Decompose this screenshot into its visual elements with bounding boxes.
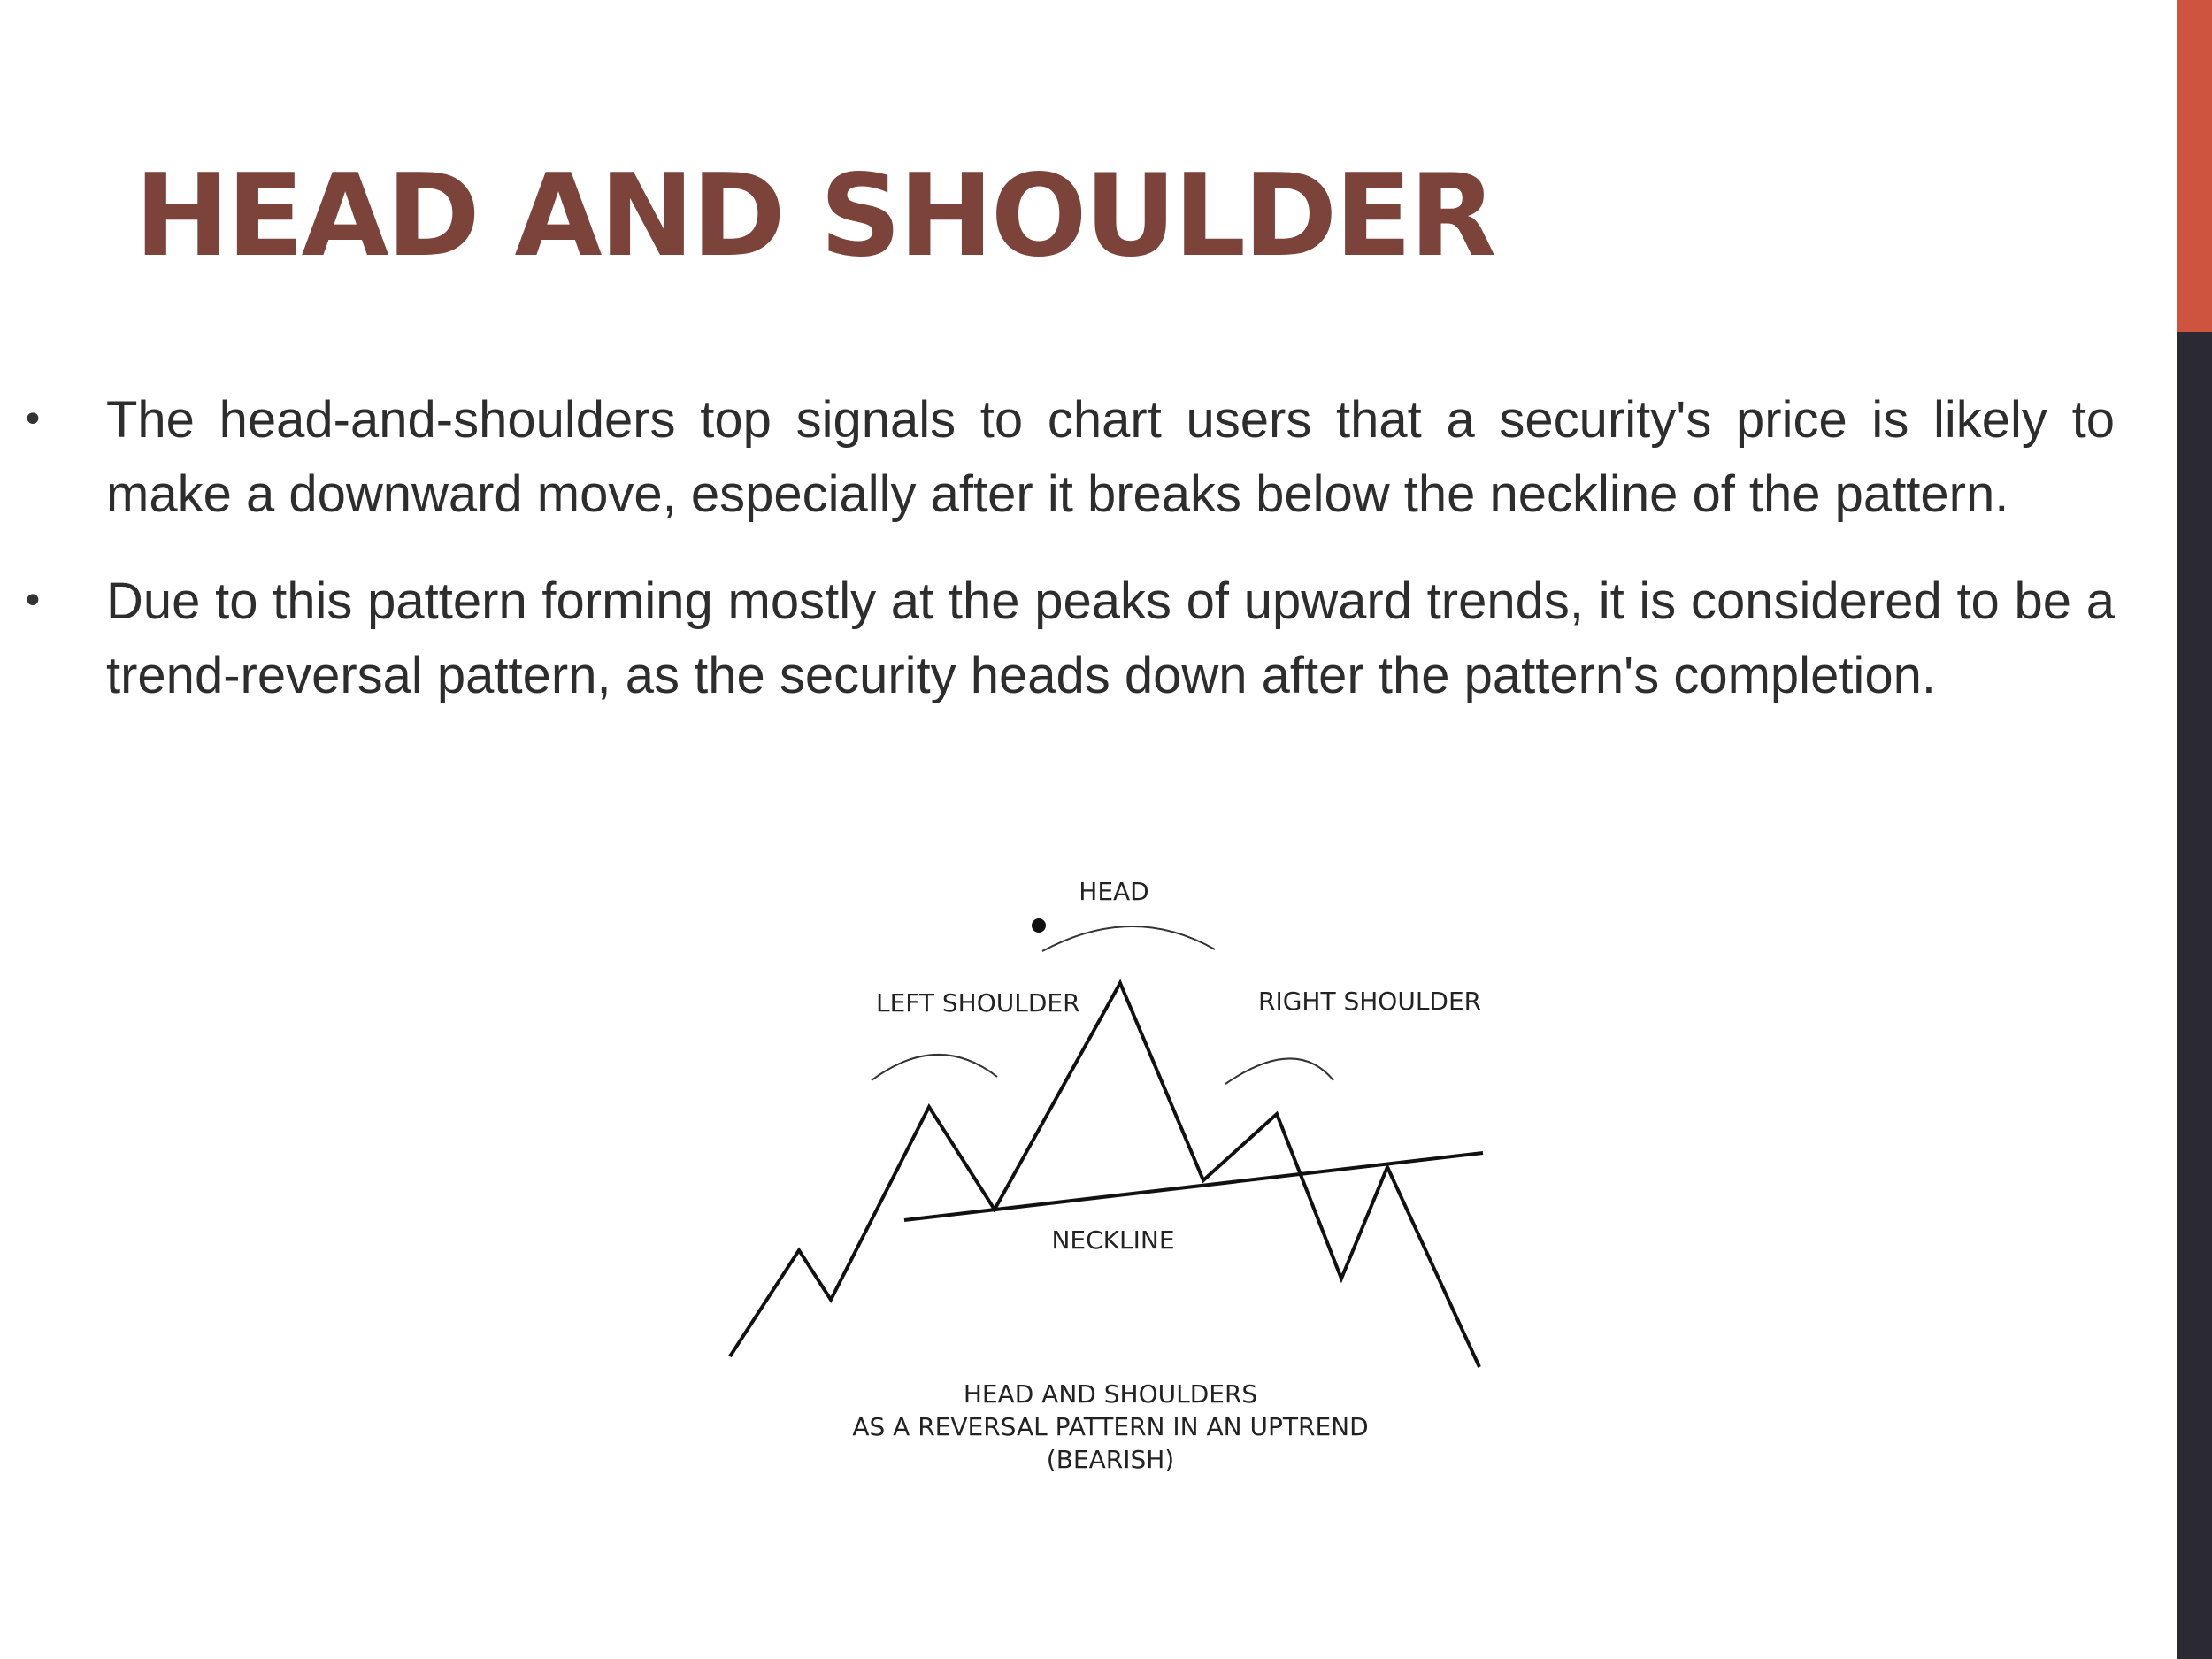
caption-line-2: AS A REVERSAL PATTERN IN AN UPTREND bbox=[852, 1412, 1369, 1441]
bullet-text: Due to this pattern forming mostly at the peaks of upward trends, it is considered to be a trend-reversal pattern, as the security heads down after the pattern's completion. bbox=[106, 572, 2115, 704]
right-shoulder-arc bbox=[1225, 1058, 1333, 1084]
head-arc bbox=[1042, 926, 1215, 951]
side-accent-bar bbox=[2177, 0, 2212, 332]
left-shoulder-arc bbox=[872, 1055, 997, 1080]
bullet-list bbox=[0, 383, 2115, 746]
caption-line-1: HEAD AND SHOULDERS bbox=[963, 1379, 1258, 1409]
bullet-item bbox=[0, 383, 2115, 532]
bullet-item bbox=[0, 565, 2115, 713]
price-line bbox=[730, 983, 1482, 1367]
bullet-icon: • bbox=[21, 579, 44, 624]
neckline-label: NECKLINE bbox=[1051, 1225, 1175, 1255]
caption-line-3: (BEARISH) bbox=[1046, 1445, 1175, 1474]
right-shoulder-label: RIGHT SHOULDER bbox=[1258, 987, 1482, 1016]
side-dark-bar bbox=[2177, 332, 2212, 1659]
bullet-text: The head-and-shoulders top signals to chart users that a security's price is likely to make a downward move, especially after it breaks below the neckline of the pattern. bbox=[106, 391, 2115, 523]
head-and-shoulders-diagram bbox=[717, 863, 1504, 1482]
bullet-icon: • bbox=[21, 397, 44, 442]
left-shoulder-label: LEFT SHOULDER bbox=[876, 988, 1080, 1018]
head-label: HEAD bbox=[1079, 877, 1149, 906]
slide-title: HEAD AND SHOULDER bbox=[134, 150, 1494, 282]
diagram-svg bbox=[717, 863, 1504, 1482]
head-dot bbox=[1032, 918, 1046, 933]
